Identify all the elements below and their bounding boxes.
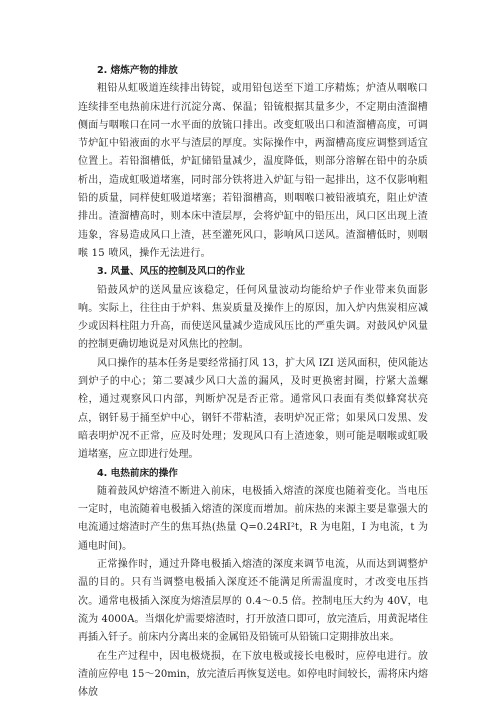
section-heading-discharge: 2. 熔炼产物的排放 [97,65,178,76]
paragraph-electrode-depth: 随着鼓风炉熔渣不断进入前床，电极插入熔渣的深度也随着变化。当电压一定时，电流随着电极插入熔渣的深度而增加。前床热的来源主要是靠强大的电流通过熔渣时产生的焦耳热(热量 Q=0.24RI²t，R 为电阻，I 为电流，t 为通电时间)。 [78,485,428,552]
paragraph-tuyere-operation: 风口操作的基本任务是要经常捅打风 13，扩大风 IZI 送风面积，使风能达到炉子的中心；第二要减少风口大盖的漏风，及时更换密封圈，拧紧大盖螺栓，通过观察风口内部，判断炉况是否正常。通常风口表面有类似蜂窝状亮点，钢钎易于捅至炉中心，钢钎不带粘渣，表明炉况正常；如果风口发黑、发暗表明炉况不正常，应及时处理；发现风口有上渣迹象，则可能是咽喉或虹吸道堵塞，应立即进行处理。 [78,357,428,461]
section-heading-electric-forehearth: 4. 电热前床的操作 [97,467,178,479]
paragraph-production-process: 在生产过程中，因电极烧损，在下放电极或接长电极时，应停电进行。放渣前应停电 15～20min，放完渣后再恢复送电。如停电时间较长，需将床内熔体放 [78,650,428,699]
paragraph-normal-operation: 正常操作时，通过升降电极插入熔渣的深度来调节电流，从而达到调整炉温的目的。只有当调整电极插入深度还不能满足所需温度时，才改变电压挡次。通常电极插入深度为熔渣层厚的 0.4～0.5 倍。控制电压大约为 40V，电流为 4000A。当烟化炉需要熔渣时，打开放渣口即可，放完渣后，用黄泥堵住再插入钎子。前床内分离出来的金属铅及铅锍可从铅锍口定期排放出来。 [78,559,428,644]
document-page [78,62,428,702]
section-heading-air-control: 3. 风量、风压的控制及风口的作业 [97,266,245,278]
paragraph-air-volume: 铅鼓风炉的送风量应该稳定，任何风量波动均能给炉子作业带来负面影响。实际上，往往由于炉料、焦炭质量及操作上的原因，加入炉内焦炭相应减少或因料柱阻力升高，而使送风量减少造成风压比的严重失调。对鼓风炉风量的控制更确切地说是对风焦比的控制。 [78,284,428,351]
paragraph-discharge: 粗铅从虹吸道连续排出铸锭，或用铅包送至下道工序精炼；炉渣从咽喉口连续排至电热前床进行沉淀分离、保温；铅锍根据其量多少，不定期由渣溜槽侧面与咽喉口在同一水平面的放锍口排出。改变虹吸出口和渣溜槽高度，可调节炉缸中铅液面的水平与渣层的厚度。实际操作中，两溜槽高度应调整到适宜位置上。若铅溜槽低，炉缸储铅量减少，温度降低，则部分溶解在铅中的杂质析出，造成虹吸道堵塞，同时部分铁将进入炉缸与铅一起排出，这不仅影响粗铅的质量，同样使虹吸道堵塞；若铅溜槽高，则咽喉口被铅液填充，阻止炉渣排出。渣溜槽高时，则本床中渣层厚，会将炉缸中的铅压出，风口区出现上渣违象，容易造成风口上渣，甚至灌死风口，影响风口送风。渣溜槽低时，则咽喉 15 喷风，操作无法进行。 [78,83,428,259]
